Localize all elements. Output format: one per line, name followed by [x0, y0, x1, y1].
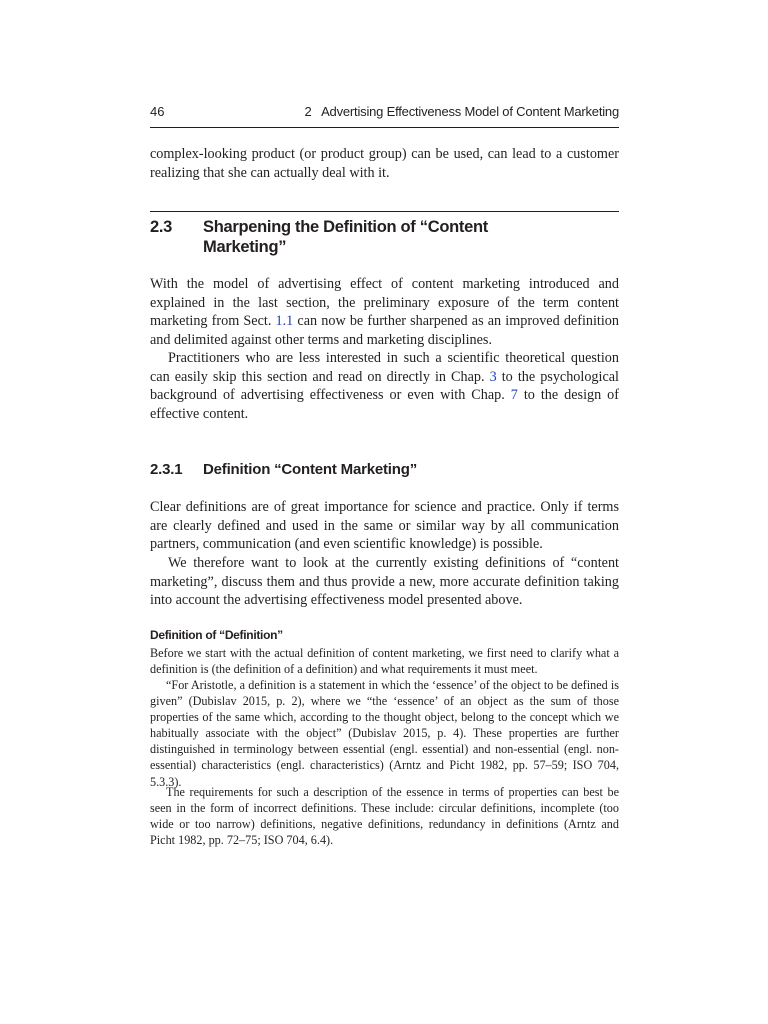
section-paragraph-1-text-a: With the model of advertising effect of content marketing introduced and explained in the last section, the preliminary exposure of the term content marketing from Sect. — [150, 276, 619, 330]
section-paragraph-2 — [150, 349, 619, 424]
chap-7-link[interactable]: 7 — [510, 387, 518, 404]
section-paragraph-1-text-b: can now be further sharpened as an improved definition and delimited against other terms and marketing disciplines. — [150, 313, 619, 349]
section-title: Sharpening the Definition of “Content Marketing” — [203, 218, 488, 256]
section-paragraph-2-text-c: to the design of effective content. — [150, 387, 619, 423]
chap-3-link[interactable]: 3 — [489, 368, 497, 385]
sect-1-1-link[interactable]: 1.1 — [275, 313, 294, 330]
definition-paragraph-1: Before we start with the actual definition of content marketing, we first need to clarify what a definition is (the definition of a definition) and what requirements it must meet. — [150, 646, 619, 677]
header-rule — [150, 127, 619, 128]
section-number: 2.3 — [150, 218, 173, 236]
running-head — [150, 104, 619, 124]
section-paragraph-2-text-b: to the psychological background of advertising effectiveness or even with Chap. — [150, 368, 619, 404]
definition-box-heading: Definition of “Definition” — [150, 628, 283, 642]
chapter-title: 2 Advertising Effectiveness Model of Content Marketing — [304, 104, 619, 119]
subsection-paragraph-2: We therefore want to look at the currently existing definitions of “content marketing”, discuss them and thus provide a new, more accurate definition taking into account the advertising effectiveness model presented above. — [150, 555, 619, 609]
definition-paragraph-2: “For Aristotle, a definition is a statement in which the ‘essence’ of the object to be defined is given” (Dubislav 2015, p. 2), where we “the ‘essence’ of an object as the sum of those properties of the same which, according to the thought object, belong to the concept which we habitually associate with the object” (Dubislav 2015, p. 4). These properties are further distinguished in terminology between essential (engl. essential) and non-essential (engl. non-essential) characteristics (engl. characteristics) (Arntz and Picht 1982, pp. 57–59; ISO 704, 5.3.3). — [150, 678, 619, 789]
page-number: 46 — [150, 104, 165, 119]
section-rule — [150, 211, 619, 212]
section-paragraph-1 — [150, 275, 619, 350]
subsection-paragraph-1: Clear definitions are of great importance for science and practice. Only if terms are clearly defined and used in the same or similar way by all communication partners, communication (and even scientific knowledge) is possible. — [150, 499, 619, 553]
subsection-number: 2.3.1 — [150, 461, 183, 478]
definition-paragraph-3: The requirements for such a description of the essence in terms of properties can best be seen in the form of incorrect definitions. These include: circular definitions, incomplete (too wide or too narrow) definitions, negative definitions, redundancy in definitions (Arntz and Picht 1982, pp. 72–75; ISO 704, 6.4). — [150, 785, 619, 848]
section-paragraph-2-text-a: Practitioners who are less interested in such a scientific theoretical question can easily skip this section and read on directly in Chap. — [150, 350, 619, 385]
subsection-title: Definition “Content Marketing” — [203, 461, 417, 478]
intro-paragraph: complex-looking product (or product group) can be used, can lead to a customer realizing that she can actually deal with it. — [150, 146, 619, 181]
